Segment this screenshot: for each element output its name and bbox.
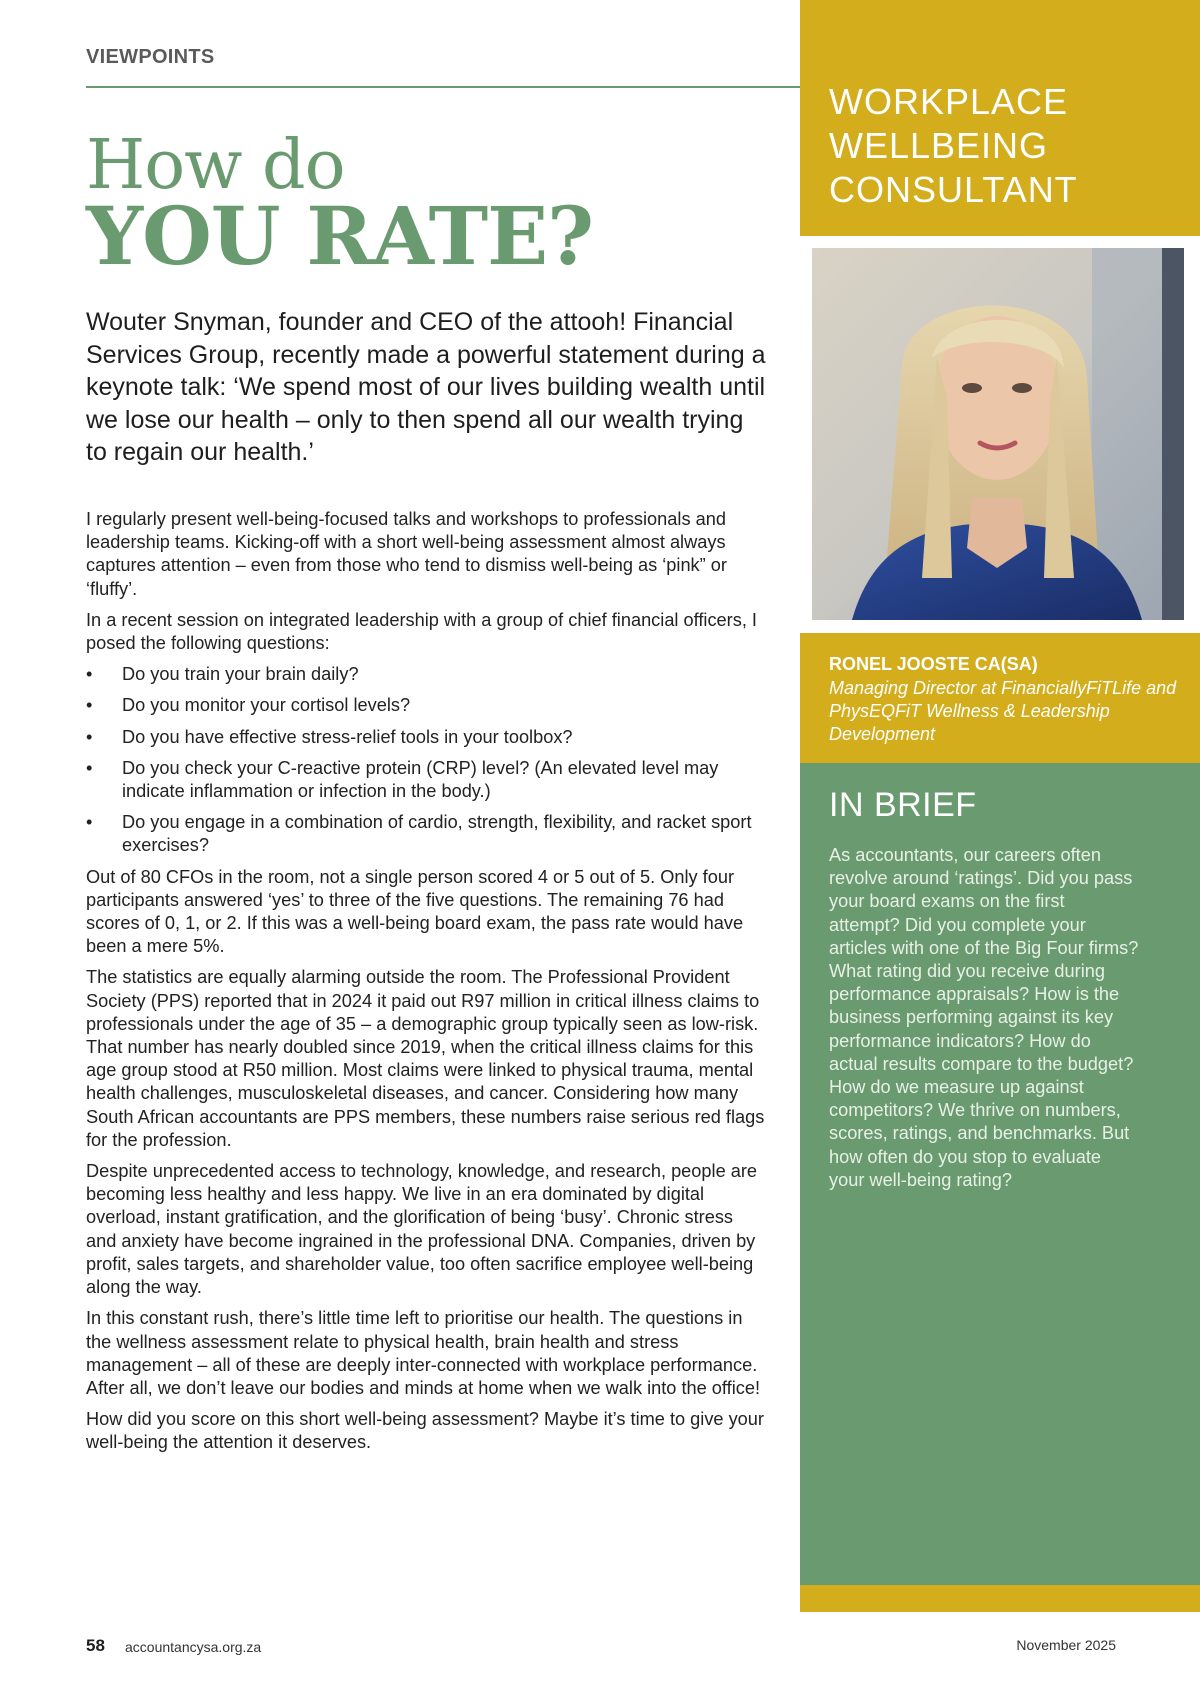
question-list — [86, 663, 766, 857]
in-brief-text: As accountants, our careers often revolve around ‘ratings’. Did you pass your board exams on the first attempt? Did you complete your articles with one of the Big Four firms? What rating did you receive during performance appraisals? How is the business performing against its key performance indicators? How do actual results compare to the budget? How do we measure up against competitors? We thrive on numbers, scores, ratings, and benchmarks. But how often do you stop to evaluate your well-being rating? — [829, 845, 1139, 1190]
author-role: Managing Director at FinanciallyFiTLife and PhysEQFiT Wellness & Leadership Development — [829, 678, 1177, 744]
bullet-icon: • — [86, 812, 93, 833]
article-body — [86, 508, 766, 1463]
bullet-icon: • — [86, 726, 93, 747]
website-link[interactable]: accountancysa.org.za — [125, 1639, 262, 1655]
sidebar-heading-line-1: WORKPLACE — [829, 81, 1069, 122]
section-label: VIEWPOINTS — [86, 46, 215, 68]
body-paragraph-5: Despite unprecedented access to technology, knowledge, and research, people are becoming less healthy and less happy. We live in an era dominated by digital overload, instant gratification, and the glorification of being ‘busy’. Chronic stress and anxiety have become ingrained in the professional DNA. Companies, driven by profit, sales targets, and shareholder value, too often sacrifice employee well-being along the way. — [86, 1161, 758, 1298]
question-text: Do you have effective stress-relief tools in your toolbox? — [122, 726, 573, 747]
issue-date: November 2025 — [1016, 1637, 1116, 1653]
page-number: 58 — [86, 1636, 105, 1655]
body-paragraph-1: I regularly present well-being-focused talks and workshops to professionals and leadership teams. Kicking-off with a short well-being assessment almost always captures attention – even from those who tend to dismiss well-being as ‘pink” or ‘fluffy’. — [86, 509, 727, 599]
author-name: RONEL JOOSTE CA(SA) — [829, 654, 1038, 674]
article-title-main: YOU RATE? — [86, 189, 593, 283]
bullet-icon: • — [86, 664, 93, 685]
question-text: Do you train your brain daily? — [122, 664, 359, 685]
article-standfirst: Wouter Snyman, founder and CEO of the attooh! Financial Services Group, recently made a powerful statement during a keynote talk: ‘We spend most of our lives building wealth until we lose our health – only to then spend all our wealth trying to regain our health.’ — [86, 308, 766, 466]
question-item — [86, 663, 766, 686]
question-text: Do you check your C-reactive protein (CRP) level? (An elevated level may indicate inflammation or infection in the body.) — [122, 757, 719, 802]
sidebar-heading-line-3: CONSULTANT — [829, 169, 1078, 210]
in-brief-heading: IN BRIEF — [829, 786, 977, 824]
body-paragraph-6: In this constant rush, there’s little time left to prioritise our health. The questions in the wellness assessment relate to physical health, brain health and stress management – all of these are deeply inter-connected with workplace performance. After all, we don’t leave our bodies and minds at home when we walk into the office! — [86, 1308, 760, 1398]
body-paragraph-3: Out of 80 CFOs in the room, not a single person scored 4 or 5 out of 5. Only four participants answered ‘yes’ to three of the five questions. The remaining 76 had scores of 0, 1, or 2. If this was a well-being board exam, the pass rate would have been a mere 5%. — [86, 866, 744, 957]
sidebar-footer-strip — [800, 1585, 1200, 1612]
question-item — [86, 726, 766, 749]
bullet-icon: • — [86, 757, 93, 778]
body-paragraph-4: The statistics are equally alarming outside the room. The Professional Provident Society (PPS) reported that in 2024 it paid out R97 million in critical illness claims to professionals under the age of 35 – a demographic group typically seen as low-risk. That number has nearly doubled since 2019, when the critical illness claims for this age group stood at R50 million. Most claims were linked to physical trauma, mental health challenges, musculoskeletal diseases, and cancer. Considering how many South African accountants are PPS members, these numbers raise serious red flags for the profession. — [86, 967, 765, 1150]
question-text: Do you monitor your cortisol levels? — [122, 695, 411, 716]
question-item — [86, 694, 766, 717]
sidebar-heading — [829, 80, 1189, 212]
article-title-top: How do — [86, 126, 345, 205]
sidebar-heading-line-2: WELLBEING — [829, 125, 1049, 166]
body-paragraph-2: In a recent session on integrated leadership with a group of chief financial officers, I posed the following questions: — [86, 609, 757, 654]
body-paragraph-7: How did you score on this short well-being assessment? Maybe it’s time to give your well-being the attention it deserves. — [86, 1409, 764, 1453]
author-portrait-image — [812, 248, 1184, 620]
question-text: Do you engage in a combination of cardio, strength, flexibility, and racket sport exercises? — [122, 812, 752, 856]
author-photo — [812, 248, 1184, 620]
header-rule — [86, 86, 800, 88]
question-item — [86, 757, 766, 803]
question-item — [86, 811, 766, 857]
bullet-icon: • — [86, 695, 93, 716]
